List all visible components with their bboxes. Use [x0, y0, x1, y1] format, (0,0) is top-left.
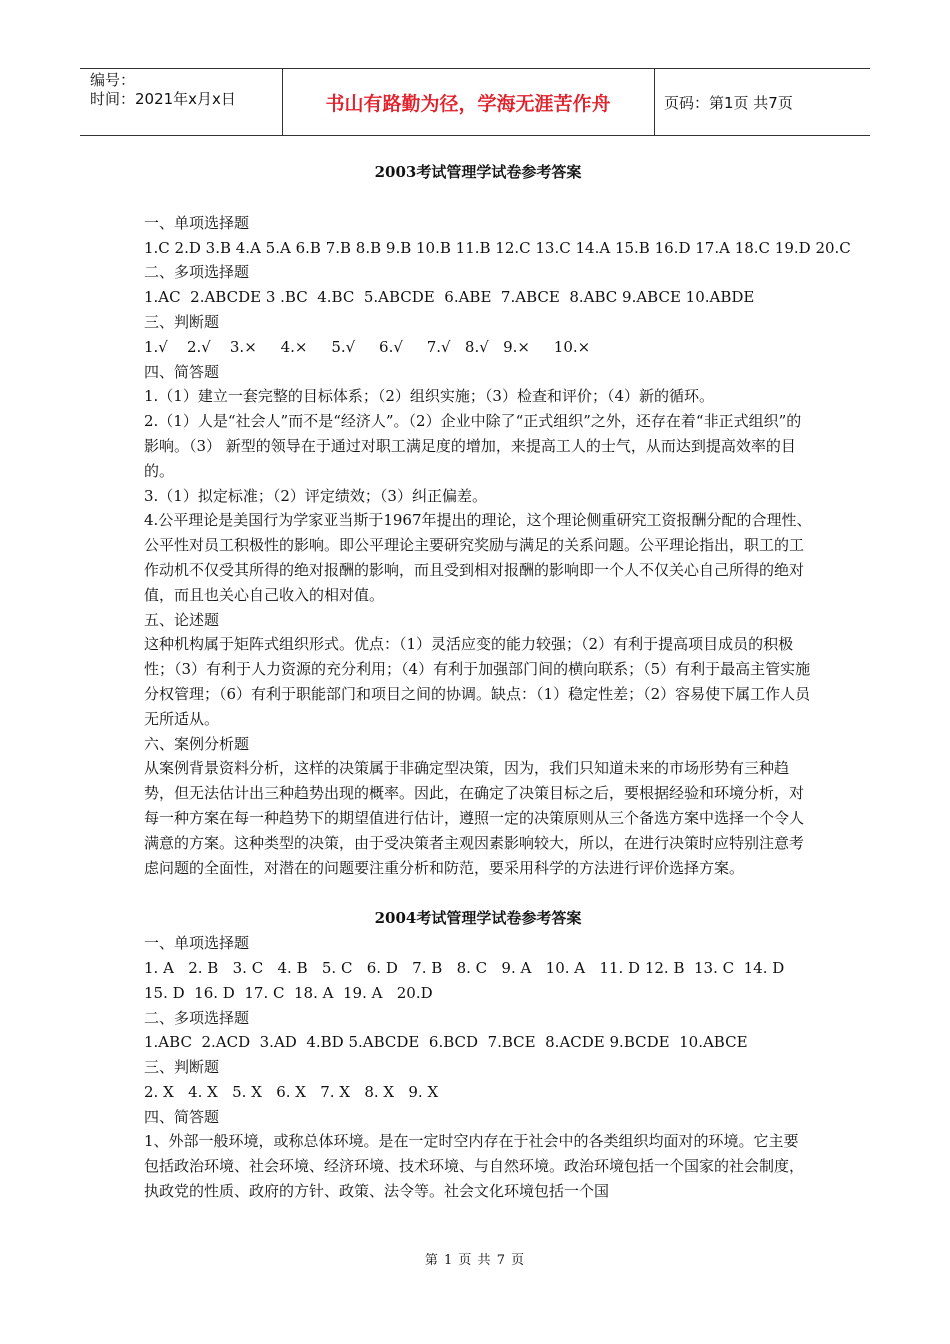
answers-multiple-choice: 1.ABC 2.ACD 3.AD 4.BD 5.ABCDE 6.BCD 7.BCE 8.ACDE 9.BCDE 10.ABCE — [144, 1033, 748, 1052]
time-label: 时间：2021年x月x日 — [90, 90, 236, 108]
heading-true-false: 三、判断题 — [144, 1058, 220, 1077]
answers-single-choice: 1.C 2.D 3.B 4.A 5.A 6.B 7.B 8.B 9.B 10.B 11.B 12.C 13.C 14.A 15.B 16.D 17.A 18.C 19.D 20.C — [144, 238, 851, 257]
heading-short-answer: 四、简答题 — [144, 362, 220, 381]
answers-true-false: 1.√ 2.√ 3.× 4.× 5.√ 6.√ 7.√ 8.√ 9.× 10.× — [144, 337, 591, 356]
answers-single-choice: 1. A 2. B 3. C 4. B 5. C 6. D 7. B 8. C 9. A 10. A 11. D 12. B 13. C 14. D 15. D 16. D 17. C 18. A 19. A 20.D — [144, 958, 794, 1002]
serial-label: 编号： — [90, 71, 136, 89]
heading-multiple-choice: 二、多项选择题 — [144, 1008, 250, 1027]
header-divider — [654, 68, 655, 136]
heading-essay: 五、论述题 — [144, 610, 220, 629]
answers-true-false: 2. X 4. X 5. X 6. X 7. X 8. X 9. X — [144, 1082, 439, 1101]
answer-paragraph: 1、外部一般环境，或称总体环境。是在一定时空内存在于社会中的各类组织均面对的环境。它主要包括政治环境、社会环境、经济环境、技术环境、与自然环境。政治环境包括一个国家的社会制度，执政党的性质、政府的方针、政策、法令等。社会文化环境包括一个国 — [144, 1132, 805, 1201]
heading-short-answer: 四、简答题 — [144, 1107, 220, 1126]
heading-case-analysis: 六、案例分析题 — [144, 734, 250, 753]
section-gap — [144, 880, 812, 906]
page-header — [80, 68, 870, 136]
page-footer: 第 1 页 共 7 页 — [424, 1253, 526, 1268]
document-body — [144, 160, 851, 1204]
answer-paragraph: 2.（1）人是“社会人”而不是“经济人”。（2）企业中除了“正式组织”之外，还存在着“非正式组织”的影响。（3） 新型的领导在于通过对职工满足度的增加，来提高工人的士气，从而达到提高效率的目的。 — [144, 412, 802, 480]
heading-true-false: 三、判断题 — [144, 312, 220, 331]
header-meta — [90, 71, 236, 109]
answer-paragraph: 4.公平理论是美国行为学家亚当斯于1967年提出的理论，这个理论侧重研究工资报酬分配的合理性、公平性对员工积极性的影响。即公平理论主要研究奖励与满足的关系问题。公平理论指出，职工的工作动机不仅受其所得的绝对报酬的影响，而且受到相对报酬的影响即一个人不仅关心自己所得的绝对值，而且也关心自己收入的相对值。 — [144, 511, 812, 604]
heading-single-choice: 一、单项选择题 — [144, 934, 250, 953]
section-title: 2003考试管理学试卷参考答案 — [374, 163, 582, 181]
header-motto: 书山有路勤为径，学海无涯苦作舟 — [325, 92, 611, 115]
header-page-info: 页码：第1页 共7页 — [664, 93, 793, 112]
answer-paragraph: 这种机构属于矩阵式组织形式。优点：（1）灵活应变的能力较强；（2）有利于提高项目成员的积极性；（3）有利于人力资源的充分利用；（4）有利于加强部门间的横向联系；（5）有利于最高主管实施分权管理；（6）有利于职能部门和项目之间的协调。缺点：（1）稳定性差；（2）容易使下属工作人员无所适从。 — [144, 635, 811, 728]
answer-paragraph: 从案例背景资料分析，这样的决策属于非确定型决策，因为，我们只知道未来的市场形势有三种趋势，但无法估计出三种趋势出现的概率。因此，在确定了决策目标之后，要根据经验和环境分析，对每一种方案在每一种趋势下的期望值进行估计，遵照一定的决策原则从三个备选方案中选择一个令人满意的方案。这种类型的决策，由于受决策者主观因素影响较大，所以，在进行决策时应特别注意考虑问题的全面性，对潜在的问题要注重分析和防范，要采用科学的方法进行评价选择方案。 — [144, 759, 805, 877]
answer-paragraph: 1.（1）建立一套完整的目标体系；（2）组织实施；（3）检查和评价；（4）新的循环。 — [144, 387, 714, 406]
section-title: 2004考试管理学试卷参考答案 — [374, 909, 582, 928]
answers-multiple-choice: 1.AC 2.ABCDE 3 .BC 4.BC 5.ABCDE 6.ABE 7.ABCE 8.ABC 9.ABCE 10.ABDE — [144, 288, 755, 307]
answer-paragraph: 3.（1）拟定标准；（2）评定绩效；（3）纠正偏差。 — [144, 486, 487, 505]
heading-multiple-choice: 二、多项选择题 — [144, 263, 250, 282]
heading-single-choice: 一、单项选择题 — [144, 213, 250, 232]
